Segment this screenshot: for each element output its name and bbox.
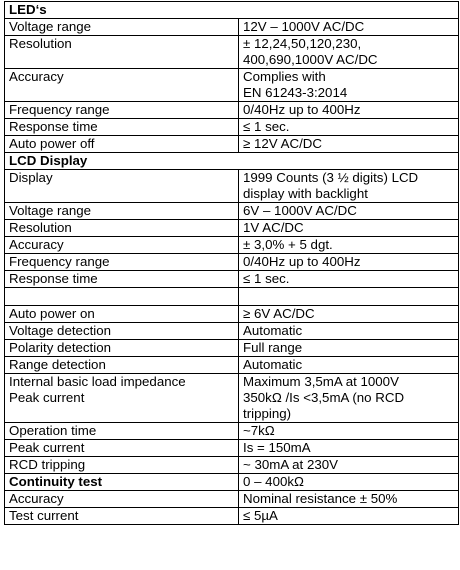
spec-label: Peak current (5, 440, 239, 457)
table-row (5, 19, 459, 36)
spec-value: 0/40Hz up to 400Hz (239, 102, 459, 119)
spec-value: ~ 30mA at 230V (239, 457, 459, 474)
spec-label: Frequency range (5, 254, 239, 271)
table-row (5, 357, 459, 374)
spec-value: Automatic (239, 323, 459, 340)
spec-label: Accuracy (5, 237, 239, 254)
table-row (5, 237, 459, 254)
spec-value: ≥ 6V AC/DC (239, 306, 459, 323)
table-row (5, 508, 459, 525)
specification-table-body (5, 2, 459, 525)
spec-value: Nominal resistance ± 50% (239, 491, 459, 508)
table-row (5, 170, 459, 203)
spec-label: Voltage range (5, 203, 239, 220)
spec-value: ≤ 1 sec. (239, 119, 459, 136)
spec-value: 0 – 400kΩ (239, 474, 459, 491)
spec-value: Maximum 3,5mA at 1000V 350kΩ /Is <3,5mA (no RCD tripping) (239, 374, 459, 423)
spec-label: Internal basic load impedance Peak current (5, 374, 239, 423)
table-row (5, 340, 459, 357)
table-row (5, 220, 459, 237)
section-title: LED‘s (5, 2, 459, 19)
spec-label: Accuracy (5, 491, 239, 508)
table-row (5, 119, 459, 136)
table-row (5, 323, 459, 340)
spec-label: Auto power off (5, 136, 239, 153)
spec-label: Test current (5, 508, 239, 525)
spec-value: ± 12,24,50,120,230, 400,690,1000V AC/DC (239, 36, 459, 69)
spec-label: Range detection (5, 357, 239, 374)
table-row (5, 271, 459, 288)
spec-value: 6V – 1000V AC/DC (239, 203, 459, 220)
table-row (5, 374, 459, 423)
spec-label: Voltage detection (5, 323, 239, 340)
table-row (5, 136, 459, 153)
spec-value: ≤ 1 sec. (239, 271, 459, 288)
spec-label: Resolution (5, 36, 239, 69)
spec-label (5, 288, 239, 306)
spec-value: 1999 Counts (3 ½ digits) LCD display with backlight (239, 170, 459, 203)
section-header-row (5, 2, 459, 19)
spec-value: ≥ 12V AC/DC (239, 136, 459, 153)
spec-value: Is = 150mA (239, 440, 459, 457)
spec-value: 12V – 1000V AC/DC (239, 19, 459, 36)
spec-label: RCD tripping (5, 457, 239, 474)
spec-value (239, 288, 459, 306)
section-title: LCD Display (5, 153, 459, 170)
table-row (5, 203, 459, 220)
spec-label: Resolution (5, 220, 239, 237)
spec-label: Display (5, 170, 239, 203)
spec-value: 1V AC/DC (239, 220, 459, 237)
table-row (5, 102, 459, 119)
table-row (5, 69, 459, 102)
table-row (5, 254, 459, 271)
spec-value: ~7kΩ (239, 423, 459, 440)
specification-table (4, 1, 459, 525)
table-row (5, 474, 459, 491)
table-row (5, 457, 459, 474)
spec-value: ≤ 5µA (239, 508, 459, 525)
table-row (5, 36, 459, 69)
spec-label: Voltage range (5, 19, 239, 36)
table-row (5, 306, 459, 323)
table-row (5, 288, 459, 306)
section-header-row (5, 153, 459, 170)
spec-label: Response time (5, 271, 239, 288)
table-row (5, 440, 459, 457)
spec-label: Accuracy (5, 69, 239, 102)
spec-value: Automatic (239, 357, 459, 374)
spec-value: Full range (239, 340, 459, 357)
table-row (5, 491, 459, 508)
spec-label: Frequency range (5, 102, 239, 119)
spec-label: Continuity test (5, 474, 239, 491)
spec-value: 0/40Hz up to 400Hz (239, 254, 459, 271)
table-row (5, 423, 459, 440)
spec-label: Polarity detection (5, 340, 239, 357)
spec-label: Response time (5, 119, 239, 136)
spec-label: Operation time (5, 423, 239, 440)
spec-value: ± 3,0% + 5 dgt. (239, 237, 459, 254)
spec-label: Auto power on (5, 306, 239, 323)
spec-value: Complies with EN 61243-3:2014 (239, 69, 459, 102)
